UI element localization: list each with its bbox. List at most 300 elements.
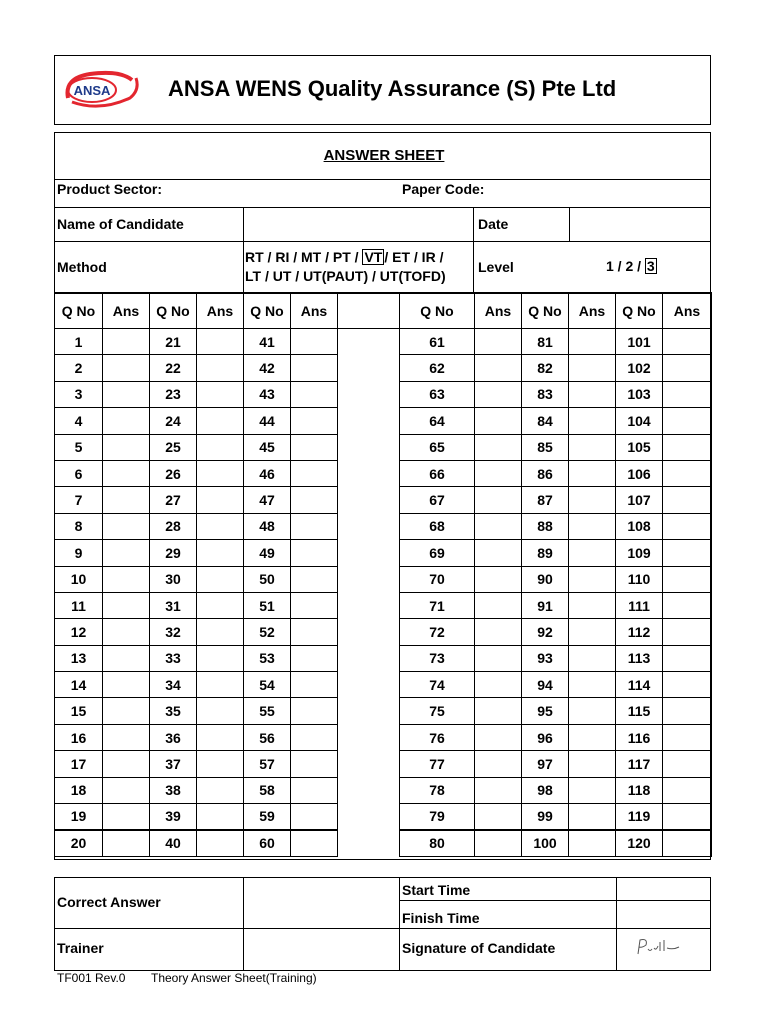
answer-cell[interactable] — [103, 698, 150, 724]
level-selected: 3 — [646, 258, 655, 274]
question-number: 75 — [400, 698, 475, 724]
gap-cell — [338, 434, 400, 460]
answer-cell[interactable] — [103, 460, 150, 486]
col-header-ans: Ans — [569, 293, 616, 329]
question-number: 80 — [400, 830, 475, 856]
question-number: 26 — [150, 460, 197, 486]
question-number: 67 — [400, 487, 475, 513]
question-number: 7 — [55, 487, 103, 513]
question-number: 94 — [522, 672, 569, 698]
answer-cell[interactable] — [103, 487, 150, 513]
answer-cell[interactable] — [663, 777, 712, 803]
answer-cell[interactable] — [569, 487, 616, 513]
finish-time-label: Finish Time — [402, 910, 480, 926]
question-number: 18 — [55, 777, 103, 803]
question-number: 107 — [616, 487, 663, 513]
question-number: 92 — [522, 619, 569, 645]
question-number: 41 — [244, 329, 291, 355]
gap-cell — [338, 487, 400, 513]
table-row — [55, 513, 712, 539]
question-number: 54 — [244, 672, 291, 698]
question-number: 104 — [616, 408, 663, 434]
answer-cell[interactable] — [103, 513, 150, 539]
answer-cell[interactable] — [475, 566, 522, 592]
method-options-line2: LT / UT / UT(PAUT) / UT(TOFD) — [245, 268, 446, 284]
answer-cell[interactable] — [569, 513, 616, 539]
answer-cell[interactable] — [569, 355, 616, 381]
answer-cell[interactable] — [663, 329, 712, 355]
answer-cell[interactable] — [569, 434, 616, 460]
answer-cell[interactable] — [291, 619, 338, 645]
col-header-qno: Q No — [244, 293, 291, 329]
answer-cell[interactable] — [475, 724, 522, 750]
question-number: 2 — [55, 355, 103, 381]
answer-cell[interactable] — [197, 566, 244, 592]
answer-cell[interactable] — [663, 434, 712, 460]
answer-cell[interactable] — [197, 329, 244, 355]
answer-cell[interactable] — [103, 540, 150, 566]
gap-cell — [338, 540, 400, 566]
method-options-line1 — [245, 249, 443, 265]
answer-cell[interactable] — [197, 592, 244, 618]
answer-cell[interactable] — [103, 645, 150, 671]
ansa-logo — [60, 68, 142, 112]
question-number: 76 — [400, 724, 475, 750]
question-number: 5 — [55, 434, 103, 460]
table-row — [55, 408, 712, 434]
answer-cell[interactable] — [197, 619, 244, 645]
answer-cell[interactable] — [197, 804, 244, 830]
sheet-title: ANSWER SHEET — [323, 147, 445, 164]
answer-cell[interactable] — [663, 751, 712, 777]
question-number: 36 — [150, 724, 197, 750]
answer-cell[interactable] — [569, 672, 616, 698]
question-number: 115 — [616, 698, 663, 724]
question-number: 45 — [244, 434, 291, 460]
answer-cell[interactable] — [103, 592, 150, 618]
question-number: 49 — [244, 540, 291, 566]
table-row — [55, 434, 712, 460]
gap-cell — [338, 329, 400, 355]
question-number: 88 — [522, 513, 569, 539]
question-grid — [54, 292, 712, 857]
answer-cell[interactable] — [291, 672, 338, 698]
table-row — [55, 804, 712, 830]
answer-cell[interactable] — [197, 751, 244, 777]
answer-cell[interactable] — [569, 381, 616, 407]
gap-cell — [338, 777, 400, 803]
answer-cell[interactable] — [475, 487, 522, 513]
gap-cell — [338, 672, 400, 698]
question-number: 34 — [150, 672, 197, 698]
question-number: 109 — [616, 540, 663, 566]
question-number: 20 — [55, 830, 103, 856]
question-number: 9 — [55, 540, 103, 566]
question-number: 40 — [150, 830, 197, 856]
answer-cell[interactable] — [475, 751, 522, 777]
question-number: 55 — [244, 698, 291, 724]
table-row — [55, 381, 712, 407]
gap-cell — [338, 566, 400, 592]
question-number: 81 — [522, 329, 569, 355]
question-number: 48 — [244, 513, 291, 539]
answer-cell[interactable] — [475, 777, 522, 803]
answer-cell[interactable] — [291, 751, 338, 777]
answer-cell[interactable] — [663, 487, 712, 513]
table-row — [55, 592, 712, 618]
answer-cell[interactable] — [569, 619, 616, 645]
question-number: 72 — [400, 619, 475, 645]
answer-cell[interactable] — [569, 329, 616, 355]
answer-cell[interactable] — [475, 355, 522, 381]
table-row — [55, 619, 712, 645]
answer-cell[interactable] — [291, 830, 338, 856]
start-time-label: Start Time — [402, 882, 471, 898]
question-number: 43 — [244, 381, 291, 407]
answer-cell[interactable] — [291, 355, 338, 381]
question-number: 114 — [616, 672, 663, 698]
gap-cell — [338, 724, 400, 750]
candidate-name-label: Name of Candidate — [57, 216, 184, 232]
answer-cell[interactable] — [475, 592, 522, 618]
answer-cell[interactable] — [569, 777, 616, 803]
question-number: 16 — [55, 724, 103, 750]
paper-code-label: Paper Code: — [402, 181, 485, 197]
answer-cell[interactable] — [475, 434, 522, 460]
answer-cell[interactable] — [569, 592, 616, 618]
answer-cell[interactable] — [663, 513, 712, 539]
answer-cell[interactable] — [475, 460, 522, 486]
answer-cell[interactable] — [475, 804, 522, 830]
question-number: 4 — [55, 408, 103, 434]
question-number: 56 — [244, 724, 291, 750]
question-number: 65 — [400, 434, 475, 460]
correct-answer-label: Correct Answer — [57, 894, 161, 910]
col-header-qno: Q No — [522, 293, 569, 329]
question-number: 91 — [522, 592, 569, 618]
answer-cell[interactable] — [475, 619, 522, 645]
table-row — [55, 540, 712, 566]
answer-cell[interactable] — [291, 645, 338, 671]
answer-cell[interactable] — [103, 830, 150, 856]
question-number: 74 — [400, 672, 475, 698]
table-row — [55, 830, 712, 856]
table-row — [55, 566, 712, 592]
question-number: 96 — [522, 724, 569, 750]
answer-cell[interactable] — [103, 566, 150, 592]
question-number: 42 — [244, 355, 291, 381]
question-number: 29 — [150, 540, 197, 566]
table-row — [55, 355, 712, 381]
gap-cell — [338, 645, 400, 671]
answer-cell[interactable] — [291, 540, 338, 566]
answer-cell[interactable] — [569, 408, 616, 434]
question-number: 31 — [150, 592, 197, 618]
question-number: 47 — [244, 487, 291, 513]
answer-cell[interactable] — [475, 329, 522, 355]
method-options-part: RT / RI / MT / PT / — [245, 249, 363, 265]
table-row — [55, 460, 712, 486]
question-number: 83 — [522, 381, 569, 407]
question-number: 53 — [244, 645, 291, 671]
answer-cell[interactable] — [197, 777, 244, 803]
question-number: 64 — [400, 408, 475, 434]
question-number: 3 — [55, 381, 103, 407]
gap-cell — [338, 381, 400, 407]
answer-cell[interactable] — [569, 830, 616, 856]
question-number: 119 — [616, 804, 663, 830]
question-number: 14 — [55, 672, 103, 698]
level-label: Level — [478, 259, 514, 275]
table-row — [55, 724, 712, 750]
question-number: 59 — [244, 804, 291, 830]
answer-cell[interactable] — [663, 804, 712, 830]
answer-cell[interactable] — [569, 460, 616, 486]
question-number: 89 — [522, 540, 569, 566]
question-number: 44 — [244, 408, 291, 434]
question-number: 84 — [522, 408, 569, 434]
question-number: 71 — [400, 592, 475, 618]
question-number: 38 — [150, 777, 197, 803]
answer-cell[interactable] — [291, 566, 338, 592]
question-number: 52 — [244, 619, 291, 645]
question-number: 23 — [150, 381, 197, 407]
answer-cell[interactable] — [103, 381, 150, 407]
col-header-qno: Q No — [55, 293, 103, 329]
answer-cell[interactable] — [291, 724, 338, 750]
gap-cell — [338, 830, 400, 856]
answer-cell[interactable] — [197, 434, 244, 460]
answer-cell[interactable] — [475, 698, 522, 724]
question-number: 51 — [244, 592, 291, 618]
question-number: 13 — [55, 645, 103, 671]
question-number: 32 — [150, 619, 197, 645]
logo-text: ANSA — [73, 83, 111, 98]
gap-cell — [338, 355, 400, 381]
question-number: 79 — [400, 804, 475, 830]
answer-cell[interactable] — [197, 513, 244, 539]
answer-cell[interactable] — [103, 619, 150, 645]
question-number: 46 — [244, 460, 291, 486]
question-number: 106 — [616, 460, 663, 486]
answer-cell[interactable] — [663, 724, 712, 750]
answer-cell[interactable] — [103, 724, 150, 750]
answer-cell[interactable] — [569, 540, 616, 566]
question-number: 6 — [55, 460, 103, 486]
answer-cell[interactable] — [291, 460, 338, 486]
table-row — [55, 645, 712, 671]
question-number: 1 — [55, 329, 103, 355]
answer-cell[interactable] — [475, 540, 522, 566]
candidate-signature — [632, 934, 682, 960]
question-number: 86 — [522, 460, 569, 486]
question-number: 63 — [400, 381, 475, 407]
answer-cell[interactable] — [103, 355, 150, 381]
col-header-qno: Q No — [150, 293, 197, 329]
gap-cell — [338, 751, 400, 777]
question-number: 11 — [55, 592, 103, 618]
question-number: 57 — [244, 751, 291, 777]
question-number: 30 — [150, 566, 197, 592]
answer-cell[interactable] — [663, 460, 712, 486]
answer-cell[interactable] — [197, 645, 244, 671]
form-title: Theory Answer Sheet(Training) — [151, 971, 317, 985]
answer-cell[interactable] — [475, 672, 522, 698]
question-number: 110 — [616, 566, 663, 592]
question-number: 50 — [244, 566, 291, 592]
method-label: Method — [57, 259, 107, 275]
answer-cell[interactable] — [197, 830, 244, 856]
question-number: 70 — [400, 566, 475, 592]
answer-cell[interactable] — [291, 698, 338, 724]
gap-cell — [338, 592, 400, 618]
answer-cell[interactable] — [475, 408, 522, 434]
question-number: 117 — [616, 751, 663, 777]
answer-cell[interactable] — [569, 645, 616, 671]
answer-cell[interactable] — [197, 540, 244, 566]
question-number: 24 — [150, 408, 197, 434]
answer-cell[interactable] — [663, 592, 712, 618]
question-number: 116 — [616, 724, 663, 750]
answer-cell[interactable] — [197, 724, 244, 750]
question-number: 87 — [522, 487, 569, 513]
question-number: 19 — [55, 804, 103, 830]
answer-cell[interactable] — [291, 513, 338, 539]
date-label: Date — [478, 216, 509, 232]
col-header-ans: Ans — [197, 293, 244, 329]
gap-cell — [338, 460, 400, 486]
answer-cell[interactable] — [291, 592, 338, 618]
answer-cell[interactable] — [291, 329, 338, 355]
question-number: 78 — [400, 777, 475, 803]
answer-cell[interactable] — [663, 830, 712, 856]
answer-cell[interactable] — [103, 672, 150, 698]
answer-cell[interactable] — [663, 355, 712, 381]
question-number: 112 — [616, 619, 663, 645]
question-number: 58 — [244, 777, 291, 803]
table-row — [55, 698, 712, 724]
gap-cell — [338, 408, 400, 434]
answer-cell[interactable] — [103, 408, 150, 434]
answer-cell[interactable] — [103, 804, 150, 830]
question-number: 105 — [616, 434, 663, 460]
answer-cell[interactable] — [569, 566, 616, 592]
question-number: 17 — [55, 751, 103, 777]
question-number: 108 — [616, 513, 663, 539]
answer-cell[interactable] — [291, 777, 338, 803]
answer-cell[interactable] — [291, 487, 338, 513]
answer-cell[interactable] — [197, 381, 244, 407]
answer-cell[interactable] — [569, 698, 616, 724]
question-number: 37 — [150, 751, 197, 777]
table-row — [55, 777, 712, 803]
question-number: 99 — [522, 804, 569, 830]
col-header-qno: Q No — [400, 293, 475, 329]
question-number: 62 — [400, 355, 475, 381]
question-number: 28 — [150, 513, 197, 539]
question-number: 120 — [616, 830, 663, 856]
question-number: 93 — [522, 645, 569, 671]
answer-cell[interactable] — [197, 460, 244, 486]
question-number: 61 — [400, 329, 475, 355]
answer-cell[interactable] — [197, 355, 244, 381]
col-header-ans: Ans — [475, 293, 522, 329]
question-number: 8 — [55, 513, 103, 539]
answer-cell[interactable] — [103, 434, 150, 460]
col-header-qno: Q No — [616, 293, 663, 329]
question-number: 113 — [616, 645, 663, 671]
answer-cell[interactable] — [569, 804, 616, 830]
question-number: 69 — [400, 540, 475, 566]
level-options-part: 1 / 2 / — [606, 258, 642, 274]
col-header-gap — [338, 293, 400, 329]
method-options-part: / ET / IR / — [384, 249, 444, 265]
question-number: 102 — [616, 355, 663, 381]
answer-cell[interactable] — [291, 381, 338, 407]
question-number: 98 — [522, 777, 569, 803]
question-number: 60 — [244, 830, 291, 856]
question-number: 90 — [522, 566, 569, 592]
answer-cell[interactable] — [475, 830, 522, 856]
answer-cell[interactable] — [291, 434, 338, 460]
gap-cell — [338, 698, 400, 724]
table-row — [55, 487, 712, 513]
question-number: 21 — [150, 329, 197, 355]
question-number: 39 — [150, 804, 197, 830]
answer-cell[interactable] — [475, 381, 522, 407]
question-number: 10 — [55, 566, 103, 592]
answer-cell[interactable] — [103, 777, 150, 803]
signature-label: Signature of Candidate — [402, 940, 556, 956]
question-number: 118 — [616, 777, 663, 803]
answer-cell[interactable] — [291, 408, 338, 434]
answer-cell[interactable] — [663, 619, 712, 645]
gap-cell — [338, 513, 400, 539]
answer-cell[interactable] — [197, 487, 244, 513]
question-number: 85 — [522, 434, 569, 460]
level-options — [606, 258, 657, 274]
answer-cell[interactable] — [103, 329, 150, 355]
table-row — [55, 672, 712, 698]
answer-cell[interactable] — [197, 408, 244, 434]
question-number: 12 — [55, 619, 103, 645]
product-sector-label: Product Sector: — [57, 181, 163, 197]
answer-cell[interactable] — [663, 672, 712, 698]
answer-cell[interactable] — [569, 751, 616, 777]
question-number: 103 — [616, 381, 663, 407]
answer-cell[interactable] — [291, 804, 338, 830]
table-row — [55, 329, 712, 355]
question-number: 33 — [150, 645, 197, 671]
question-number: 73 — [400, 645, 475, 671]
answer-cell[interactable] — [475, 513, 522, 539]
answer-cell[interactable] — [197, 698, 244, 724]
question-number: 25 — [150, 434, 197, 460]
answer-cell[interactable] — [197, 672, 244, 698]
trainer-label: Trainer — [57, 940, 104, 956]
answer-cell[interactable] — [663, 645, 712, 671]
col-header-ans: Ans — [663, 293, 712, 329]
answer-cell[interactable] — [475, 645, 522, 671]
answer-cell[interactable] — [663, 698, 712, 724]
answer-cell[interactable] — [569, 724, 616, 750]
answer-cell[interactable] — [663, 408, 712, 434]
answer-cell[interactable] — [663, 381, 712, 407]
answer-cell[interactable] — [103, 751, 150, 777]
answer-cell[interactable] — [663, 540, 712, 566]
table-row — [55, 751, 712, 777]
answer-cell[interactable] — [663, 566, 712, 592]
